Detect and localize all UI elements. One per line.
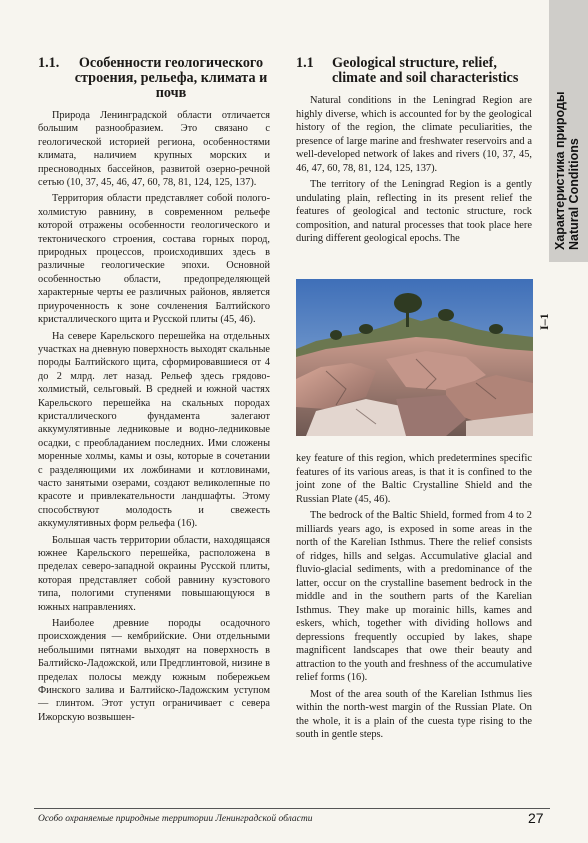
sidebar-title-russian: Характеристика природы: [553, 91, 567, 250]
english-heading-number: 1.1: [296, 55, 314, 71]
english-paragraph-1: Natural conditions in the Leningrad Region are highly diverse, which is accounted for by the geological history of the region, the climate peculiarities, the presence of large marine and freshwater reservoirs and a well-developed network of lakes and rivers (10, 37, 45, 46, 47, 60, 78, 81, 124, 125, 137).: [296, 95, 532, 174]
footer-title: Особо охраняемые природные территории Ленинградской области: [38, 814, 313, 824]
sidebar-title-english: Natural Conditions: [567, 138, 581, 250]
russian-paragraph-1: Природа Ленинградской области отличается большим разнообразием. Это связано с геологической историей региона, особенностями климата, наличием крупных морских и пресноводных бассейнов, развитой озерно-речной сетью (10, 37, 45, 46, 47, 60, 78, 81, 124, 125, 137).: [38, 110, 270, 189]
russian-heading-number: 1.1.: [38, 55, 60, 71]
russian-paragraph-3: На севере Карельского перешейка на отдельных участках на дневную поверхность выходят скальные породы Балтийского щита, сформировавшиеся от 4 до 2 млрд. лет назад. Рельеф здесь грядово-холмистый, сельговый. В средней и южной частях Карельского перешейка на скальных породах кристаллического фундамента залегают аккумулятивные ледниковые и водно-ледниковые осадки, с преобладанием последних. Ими сложены моренные холмы, камы и озы, которые в сочетании с разделяющими их ложбинами и котловинами, часто занятыми озерами, создают великолепные по красоте и привлекательности ландшафты. Этому способствуют молодость и свежесть аккумулятивных форм рельефа (16).: [38, 330, 270, 530]
landscape-photo: [296, 279, 533, 436]
english-column-bottom: [296, 452, 532, 742]
english-paragraph-5: Most of the area south of the Karelian Isthmus lies within the north-west margin of the Russian Plate. On the whole, it is a plain of the cuesta type rising to the south in gentle steps.: [296, 688, 532, 740]
section-marker: [537, 298, 549, 334]
page-number: 27: [528, 810, 544, 826]
russian-heading-text: Особенности геологического строения, рельефа, климата и почв: [74, 55, 268, 101]
russian-paragraph-2: Территория области представляет собой полого-холмистую равнину, в современном рельефе которой отражены особенности геологического и тектонического строения, состава горных пород, природных процессов, происходивших здесь в различные геологические эпохи. Основной особенностью области, предопределяющей характерные черты ее различных районов, является приуроченность к зоне сочленения Балтийского кристаллического щита и Русской плиты (45, 46).: [38, 193, 270, 326]
english-paragraph-4: The bedrock of the Baltic Shield, formed from 4 to 2 milliards years ago, is exposed in some areas in the north of the Karelian Isthmus. There the relief consists of ridges, hills and selgas. Accumulative glacial and fluvio-glacial sediments, with a predominance of the latter, occur on the crystalline basement bedrock in the middle and in the southern parts of the Karelian Isthmus. They make up morainic hills, kames and eskers, which, together with dividing hollows and depressions frequently occupied by lakes, shape magnificent landscapes that owe their beauty and attraction to the youth and freshness of the accumulative relief forms (16).: [296, 510, 532, 683]
english-section-heading: [296, 56, 532, 86]
english-paragraph-3: key feature of this region, which predetermines specific features of its various areas, is that it is confined to the joint zone of the Baltic Crystalline Shield and the Russian Plate (45, 46).: [296, 453, 532, 505]
footer-divider: [34, 808, 550, 809]
russian-paragraph-5: Наиболее древние породы осадочного происхождения — кембрийские. Они отдельными небольшими пятнами выходят на поверхность в Балтийско-Ладожской, или Предглинтовой, низине в пределах полосы между южным побережьем Финского залива и Балтийско-Ладожским уступом — глинтом. Этот уступ ограничивает с севера Ижорскую возвышен-: [38, 618, 270, 723]
russian-column: [38, 56, 270, 724]
russian-section-heading: [38, 56, 270, 101]
rocky-shore-image: [296, 279, 533, 436]
chapter-sidebar-text: [549, 0, 588, 262]
english-heading-text: Geological structure, relief, climate and soil characteristics: [332, 55, 519, 86]
english-column-top: [296, 56, 532, 246]
section-marker-label: I–1: [537, 313, 551, 330]
russian-paragraph-4: Большая часть территории области, находящаяся южнее Карельского перешейка, расположена в пределах северо-западной окраины Русской плиты, которая представляет собой равнину куэстового типа, пологими ступенями повышающуюся в южных направлениях.: [38, 534, 270, 613]
english-paragraph-2: The territory of the Leningrad Region is a gently undulating plain, reflecting in its present relief the features of geological and tectonic structure, rock composition, and natural processes that took place here during different geological epochs. The: [296, 179, 532, 244]
